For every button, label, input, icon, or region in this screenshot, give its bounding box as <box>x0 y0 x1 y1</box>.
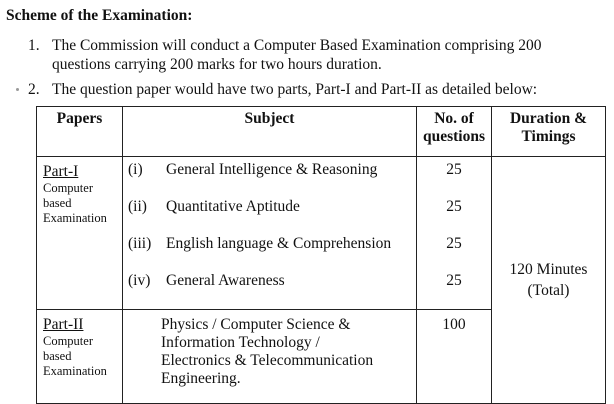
part-2-desc-2: based <box>43 349 72 363</box>
subject-row <box>123 235 416 272</box>
point-1-line-2: questions carrying 200 marks for two hours duration. <box>52 56 382 73</box>
part-2-subject-line-2: Information Technology / <box>161 334 320 351</box>
part-2-desc-1: Computer <box>43 334 93 348</box>
duration-line-2: (Total) <box>527 282 570 299</box>
subject-row <box>123 161 416 198</box>
subject-4-roman: (iv) <box>128 272 151 289</box>
header-subject: Subject <box>123 107 417 157</box>
part-2-subject-line-4: Engineering. <box>161 370 241 387</box>
part-2-desc-3: Examination <box>43 364 107 378</box>
part-1-desc-3: Examination <box>43 211 107 225</box>
point-2-number: 2. <box>28 81 40 98</box>
duration-cell <box>492 157 606 404</box>
point-2-line-1: The question paper would have two parts, Part-I and Part-II as detailed below: <box>52 81 538 98</box>
subject-3-questions: 25 <box>446 235 462 252</box>
part-1-title: Part-I <box>43 163 79 180</box>
section-heading: Scheme of the Examination: <box>6 7 193 24</box>
table-row-part-1 <box>37 157 606 310</box>
part-1-desc-2: based <box>43 196 72 210</box>
part-1-desc-1: Computer <box>43 181 93 195</box>
subject-row <box>123 198 416 235</box>
header-questions-line-1: No. of <box>434 110 474 127</box>
subject-4-questions: 25 <box>446 272 462 289</box>
part-2-title: Part-II <box>43 316 84 333</box>
header-questions-line-2: questions <box>422 128 486 145</box>
subject-2-roman: (ii) <box>128 198 147 215</box>
exam-scheme-table <box>36 106 606 404</box>
subject-1-questions: 25 <box>446 161 462 178</box>
part-2-subject-line-1: Physics / Computer Science & <box>161 316 351 333</box>
subject-2-questions: 25 <box>446 198 462 215</box>
subject-row <box>123 272 416 309</box>
subject-2-name: Quantitative Aptitude <box>166 198 300 215</box>
part-2-questions-cell <box>417 310 492 404</box>
header-duration-line-1: Duration & <box>509 110 588 127</box>
part-1-questions-cell <box>417 157 492 310</box>
header-papers: Papers <box>37 107 123 157</box>
margin-dot <box>16 88 19 91</box>
header-questions <box>417 107 492 157</box>
header-duration-line-2: Timings <box>521 128 576 145</box>
part-1-subjects-cell <box>123 157 417 310</box>
part-2-subject-line-3: Electronics & Telecommunication <box>161 352 374 369</box>
header-duration <box>492 107 606 157</box>
point-1-number: 1. <box>28 37 40 54</box>
duration-line-1: 120 Minutes <box>509 261 588 278</box>
subject-1-name: General Intelligence & Reasoning <box>166 161 378 178</box>
point-2 <box>28 81 608 101</box>
subject-3-roman: (iii) <box>128 235 152 252</box>
point-1 <box>28 37 598 77</box>
subject-4-name: General Awareness <box>166 272 285 289</box>
table-header-row <box>37 107 606 157</box>
point-1-line-1: The Commission will conduct a Computer Based Examination comprising 200 <box>52 37 542 54</box>
part-2-cell <box>37 310 123 404</box>
part-2-subject-cell <box>123 310 417 404</box>
part-1-cell <box>37 157 123 310</box>
subject-3-name: English language & Comprehension <box>166 235 392 252</box>
subject-1-roman: (i) <box>128 161 143 178</box>
part-2-questions: 100 <box>442 316 466 333</box>
